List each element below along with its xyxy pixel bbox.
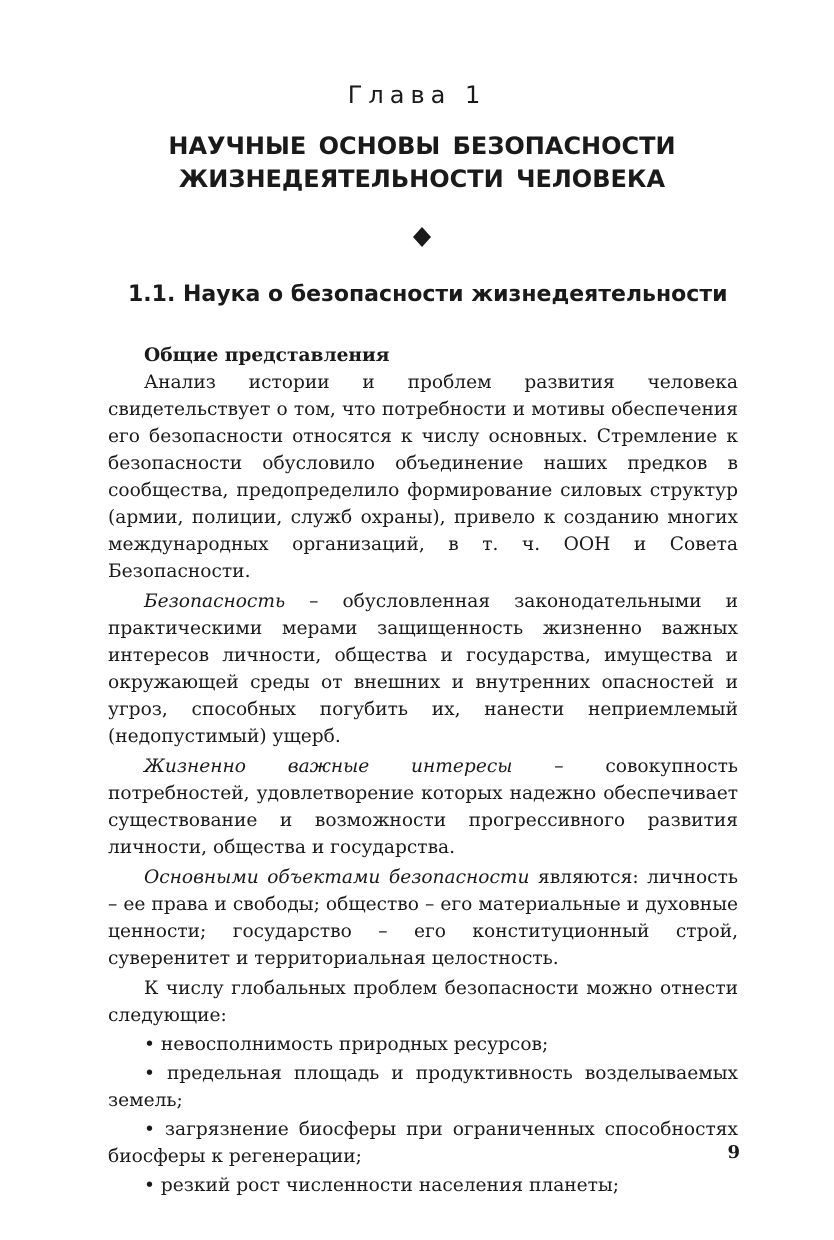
paragraph-4	[108, 864, 738, 972]
paragraph-3	[108, 753, 738, 861]
paragraph-2	[108, 588, 738, 750]
paragraph-5: К числу глобальных проблем безопасности можно отнести следующие:	[108, 978, 738, 1026]
section-title: 1.1. Наука о безопасности жизнедеятельности	[128, 282, 728, 307]
chapter-title-line-1: НАУЧНЫЕ ОСНОВЫ БЕЗОПАСНОСТИ	[168, 132, 676, 160]
paragraph-3-text: – совокупность потребностей, удовлетворение которых надежно обеспечивает существование и возможности прогрессивного развития личности, общества и государства.	[108, 756, 738, 858]
paragraph-1: Анализ истории и проблем развития человека свидетельствует о том, что потребности и мотивы обеспечения его безопасности относятся к числу основных. Стремление к безопасности обусловило объединение наших предков в сообщества, предопределило формирование силовых структур (армии, полиции, служб охраны), привело к созданию многих международных организаций, в т. ч. ООН и Совета Безопасности.	[108, 372, 738, 582]
chapter-label: Глава 1	[347, 81, 487, 109]
term-main-objects: Основными объектами безопасности	[144, 867, 530, 888]
bullet-item: • невосполнимость природных ресурсов;	[144, 1034, 549, 1055]
diamond-ornament-icon	[413, 227, 431, 247]
term-bezopasnost: Безопасность	[144, 591, 286, 612]
paragraph-2-text: – обусловленная законодательными и практическими мерами защищенность жизненно важных интересов личности, общества и государства, имущества и окружающей среды от внешних и внутренних опасностей и угроз, способных погубить их, нанести неприемлемый (недопустимый) ущерб.	[108, 591, 738, 747]
chapter-title	[0, 130, 834, 196]
bullet-item: • резкий рост численности населения планеты;	[144, 1175, 620, 1196]
paragraph-4-text: являются: личность – ее права и свободы; общество – его материальные и духовные ценности; государство – его конституционный строй, суверенитет и территориальная целостность.	[108, 867, 738, 969]
term-vital-interests: Жизненно важные интересы	[144, 756, 513, 777]
page-number: 9	[727, 1142, 740, 1163]
bullet-item: • предельная площадь и продуктивность возделываемых земель;	[108, 1063, 738, 1111]
chapter-title-line-2: ЖИЗНЕДЕЯТЕЛЬНОСТИ ЧЕЛОВЕКА	[178, 165, 666, 193]
subheading: Общие представления	[144, 345, 390, 366]
bullet-item: • загрязнение биосферы при ограниченных способностях биосферы к регенерации;	[108, 1119, 738, 1167]
body-text	[108, 342, 738, 1199]
